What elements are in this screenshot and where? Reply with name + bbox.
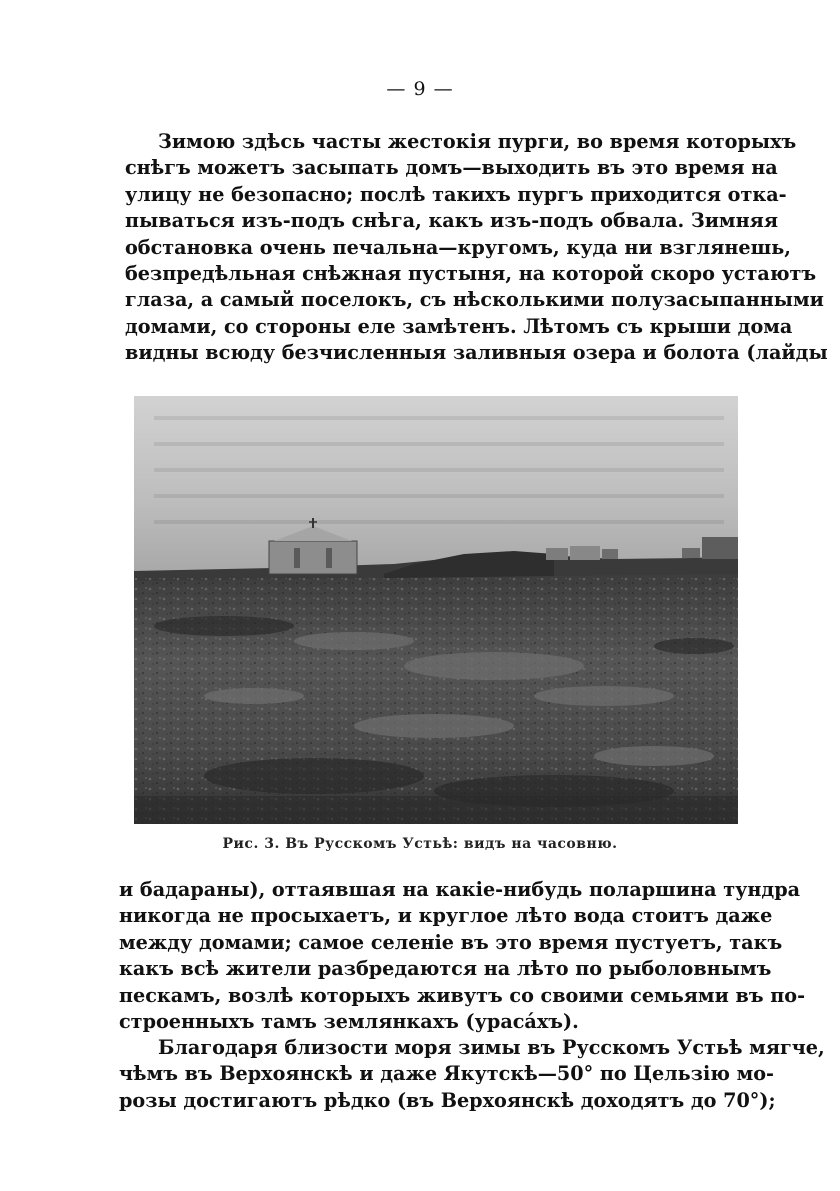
- text-line: пываться изъ-подъ снѣга, какъ изъ-подъ обвала. Зимняя: [125, 209, 778, 233]
- figure-caption: Рис. 3. Въ Русскомъ Устьѣ: видъ на часовню.: [222, 836, 618, 852]
- text-line: никогда не просыхаетъ, и круглое лѣто вода стоитъ даже: [119, 904, 773, 928]
- text-line: Благодаря близости моря зимы въ Русскомъ Устьѣ мягче,: [158, 1036, 825, 1059]
- text-line: пескамъ, возлѣ которыхъ живутъ со своими семьями въ по-: [119, 983, 806, 1007]
- text-line: и бадараны), оттаявшая на какіе-нибудь поларшина тундра: [119, 878, 801, 901]
- text-line: глаза, а самый поселокъ, съ нѣсколькими полузасыпанными: [125, 288, 824, 312]
- photo-russkoe-ustie: [134, 396, 738, 824]
- text-line: чѣмъ въ Верхоянскѣ и даже Якутскѣ—50° по Цельзію мо-: [119, 1062, 775, 1086]
- text-line: видны всюду безчисленныя заливныя озера и болота (лайды: [125, 341, 828, 365]
- text-line: строенныхъ тамъ землянкахъ (урасáхъ).: [119, 1010, 579, 1034]
- text-line: снѣгъ можетъ засыпать домъ—выходить въ это время на: [125, 156, 778, 180]
- paragraph-2: [119, 877, 806, 1035]
- text-line: улицу не безопасно; послѣ такихъ пургъ приходится отка-: [125, 182, 787, 206]
- paragraph-1: [125, 129, 828, 367]
- text-line: между домами; самое селеніе въ это время пустуетъ, такъ: [119, 930, 783, 954]
- page-number: — 9 —: [386, 78, 454, 100]
- text-line: обстановка очень печальна—кругомъ, куда ни взглянешь,: [125, 235, 791, 259]
- text-line: домами, со стороны еле замѣтенъ. Лѣтомъ съ крыши дома: [125, 314, 793, 338]
- text-line: Зимою здѣсь часты жестокія пурги, во время которыхъ: [158, 130, 797, 153]
- text-line: безпредѣльная снѣжная пустыня, на которой скоро устаютъ: [125, 262, 817, 286]
- text-line: розы достигаютъ рѣдко (въ Верхоянскѣ доходятъ до 70°);: [119, 1088, 776, 1112]
- text-line: какъ всѣ жители разбредаются на лѣто по рыболовнымъ: [119, 957, 772, 981]
- paragraph-3: [119, 1035, 825, 1114]
